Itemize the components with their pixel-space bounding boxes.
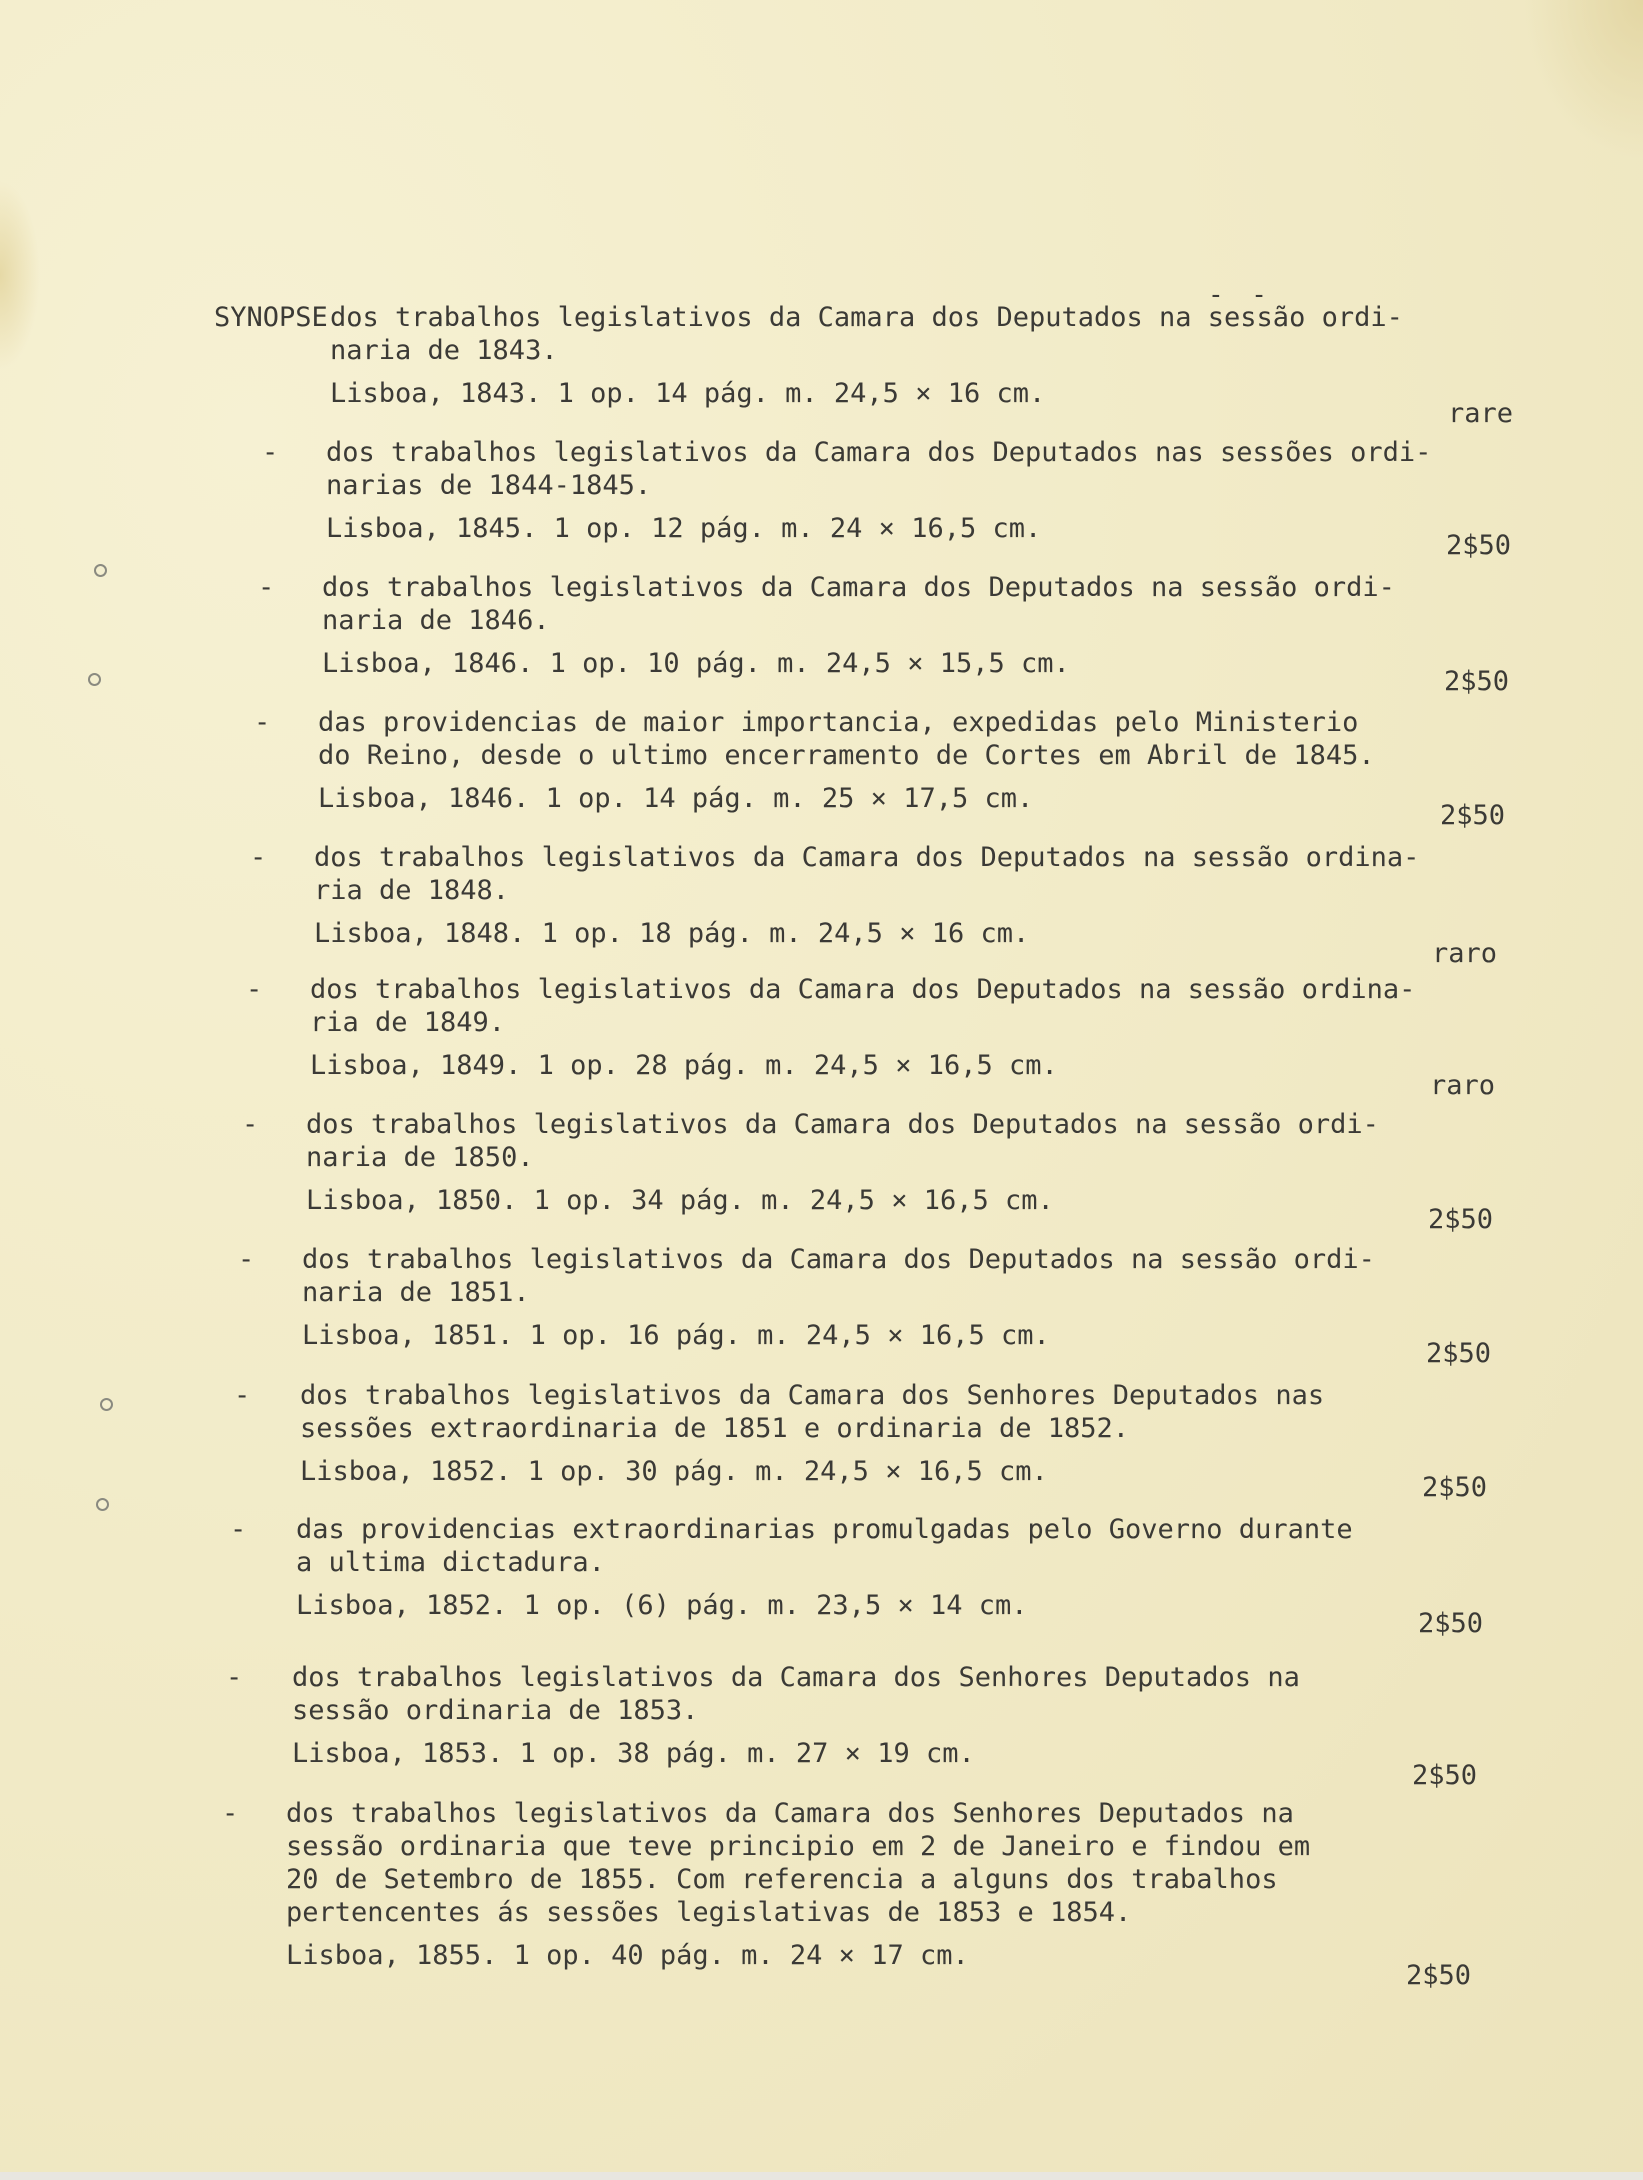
entry-title-line: 20 de Setembro de 1855. Com referencia a alguns dos trabalhos xyxy=(286,1864,1278,1895)
entry-imprint: Lisboa, 1852. 1 op. (6) pág. m. 23,5 × 14 cm. xyxy=(296,1590,1028,1621)
entry-imprint: Lisboa, 1855. 1 op. 40 pág. m. 24 × 17 cm. xyxy=(286,1940,969,1971)
entry-title-line: narias de 1844-1845. xyxy=(326,470,652,501)
entry-dash: - xyxy=(238,1244,255,1275)
entry-title-line: dos trabalhos legislativos da Camara dos Deputados na sessão ordi- xyxy=(302,1244,1375,1275)
entry-title-line: sessões extraordinaria de 1851 e ordinaria de 1852. xyxy=(300,1413,1130,1444)
entry-price: 2$50 xyxy=(1446,530,1512,561)
entry-title-line: naria de 1843. xyxy=(330,335,558,366)
entry-price: 2$50 xyxy=(1444,666,1510,697)
entry-dash: - xyxy=(230,1514,247,1545)
entry-dash: - xyxy=(262,437,279,468)
punch-hole-mark xyxy=(88,673,101,686)
entry-dash: - xyxy=(242,1109,259,1140)
entry-title-line: naria de 1850. xyxy=(306,1142,534,1173)
entry-dash: - xyxy=(258,572,275,603)
entry-title-line: ria de 1848. xyxy=(314,875,510,906)
entry-title-line: das providencias de maior importancia, expedidas pelo Ministerio xyxy=(318,707,1359,738)
entry-title-line: dos trabalhos legislativos da Camara dos Deputados na sessão ordi- xyxy=(306,1109,1379,1140)
punch-hole-mark xyxy=(100,1398,113,1411)
entry-dash: - xyxy=(250,842,267,873)
entry-imprint: Lisboa, 1845. 1 op. 12 pág. m. 24 × 16,5 cm. xyxy=(326,513,1042,544)
punch-hole-mark xyxy=(94,564,107,577)
entry-title-line: naria de 1846. xyxy=(322,605,550,636)
entry-price: 2$50 xyxy=(1440,800,1506,831)
entry-title-line: sessão ordinaria que teve principio em 2 de Janeiro e findou em xyxy=(286,1831,1311,1862)
entry-imprint: Lisboa, 1851. 1 op. 16 pág. m. 24,5 × 16,5 cm. xyxy=(302,1320,1050,1351)
scan-edge xyxy=(0,2172,1643,2180)
entry-price: 2$50 xyxy=(1428,1204,1494,1235)
entry-imprint: Lisboa, 1848. 1 op. 18 pág. m. 24,5 × 16 cm. xyxy=(314,918,1030,949)
entry-dash: - xyxy=(226,1662,243,1693)
entry-title-line: sessão ordinaria de 1853. xyxy=(292,1695,699,1726)
entry-title-line: ria de 1849. xyxy=(310,1007,506,1038)
entry-price: 2$50 xyxy=(1426,1338,1492,1369)
entry-price: 2$50 xyxy=(1406,1960,1472,1991)
entry-price: 2$50 xyxy=(1412,1760,1478,1791)
edge-stain xyxy=(0,180,40,370)
punch-hole-mark xyxy=(96,1498,109,1511)
entry-title-line: dos trabalhos legislativos da Camara dos Deputados na sessão ordina- xyxy=(310,974,1416,1005)
entry-title-line: das providencias extraordinarias promulgadas pelo Governo durante xyxy=(296,1514,1353,1545)
corner-stain xyxy=(1523,0,1643,160)
entry-title-line: dos trabalhos legislativos da Camara dos Deputados nas sessões ordi- xyxy=(326,437,1432,468)
entry-dash: - xyxy=(234,1380,251,1411)
entry-price: raro xyxy=(1432,938,1498,969)
entry-title-line: dos trabalhos legislativos da Camara dos Deputados na sessão ordi- xyxy=(330,302,1403,333)
entry-price: 2$50 xyxy=(1422,1472,1488,1503)
entry-imprint: Lisboa, 1850. 1 op. 34 pág. m. 24,5 × 16,5 cm. xyxy=(306,1185,1054,1216)
entry-imprint: Lisboa, 1843. 1 op. 14 pág. m. 24,5 × 16 cm. xyxy=(330,378,1046,409)
page-mark: - - xyxy=(1208,280,1273,310)
entry-title-line: dos trabalhos legislativos da Camara dos Senhores Deputados na xyxy=(286,1798,1294,1829)
entry-dash: - xyxy=(222,1798,239,1829)
entry-price: raro xyxy=(1430,1070,1496,1101)
entry-title-line: a ultima dictadura. xyxy=(296,1547,605,1578)
entry-title-line: dos trabalhos legislativos da Camara dos Senhores Deputados na xyxy=(292,1662,1300,1693)
entry-title-line: dos trabalhos legislativos da Camara dos Deputados na sessão ordi- xyxy=(322,572,1395,603)
entry-title-line: pertencentes ás sessões legislativas de 1853 e 1854. xyxy=(286,1897,1132,1928)
entry-imprint: Lisboa, 1846. 1 op. 10 pág. m. 24,5 × 15,5 cm. xyxy=(322,648,1070,679)
entry-imprint: Lisboa, 1853. 1 op. 38 pág. m. 27 × 19 cm. xyxy=(292,1738,975,1769)
entry-title-line: dos trabalhos legislativos da Camara dos Deputados na sessão ordina- xyxy=(314,842,1420,873)
entry-imprint: Lisboa, 1849. 1 op. 28 pág. m. 24,5 × 16,5 cm. xyxy=(310,1050,1058,1081)
entry-dash: - xyxy=(246,974,263,1005)
entry-title-line: dos trabalhos legislativos da Camara dos Senhores Deputados nas xyxy=(300,1380,1325,1411)
entry-heading: SYNOPSE xyxy=(214,302,328,333)
entry-imprint: Lisboa, 1846. 1 op. 14 pág. m. 25 × 17,5 cm. xyxy=(318,783,1034,814)
entry-price: 2$50 xyxy=(1418,1608,1484,1639)
entry-title-line: do Reino, desde o ultimo encerramento de Cortes em Abril de 1845. xyxy=(318,740,1375,771)
entry-dash: - xyxy=(254,707,271,738)
entry-price: rare xyxy=(1448,398,1514,429)
entry-imprint: Lisboa, 1852. 1 op. 30 pág. m. 24,5 × 16,5 cm. xyxy=(300,1456,1048,1487)
entry-title-line: naria de 1851. xyxy=(302,1277,530,1308)
